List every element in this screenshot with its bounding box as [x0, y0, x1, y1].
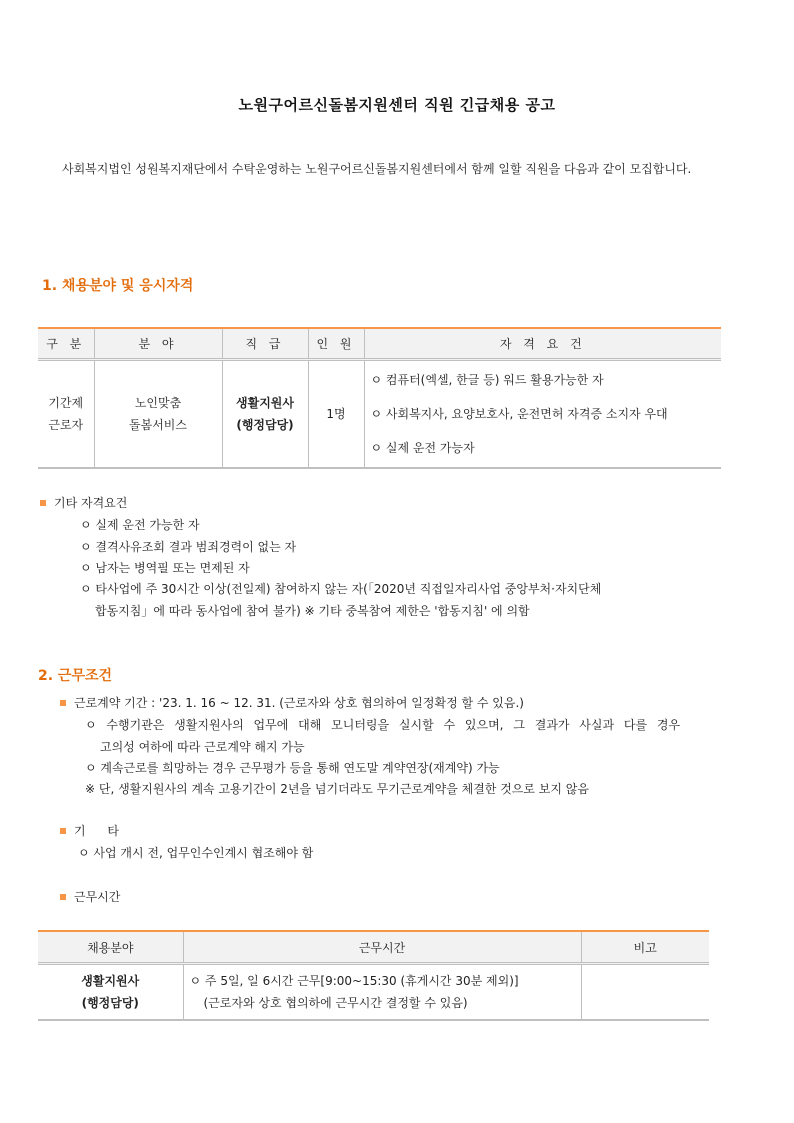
header-note: 비고 — [581, 931, 709, 964]
etc-heading: 기 타 — [60, 822, 119, 839]
list-item: ㅇ 수행기관은 생활지원사의 업무에 대해 모니터링을 실시할 수 있으며, 그 결과가 사실과 다를 경우 — [85, 718, 681, 732]
table-row — [38, 360, 721, 469]
cell-field: 노인맞춤 돌봄서비스 — [94, 360, 222, 469]
contract-period-heading: 근로계약 기간 : '23. 1. 16 ~ 12. 31. (근로자와 상호 협의하여 일정확정 할 수 있음.) — [60, 694, 524, 711]
header-grade: 직 급 — [222, 328, 308, 360]
page-title: 노원구어르신돌봄지원센터 직원 긴급채용 공고 — [238, 96, 556, 114]
list-item: ㅇ 타사업에 주 30시간 이상(전일제) 참여하지 않는 자(「2020년 직접일자리사업 중앙부처·자치단체 — [80, 582, 602, 596]
header-requirements: 자 격 요 건 — [364, 328, 721, 360]
cell-hours: ㅇ 주 5일, 일 6시간 근무[9:00~15:30 (휴게시간 30분 제외)] (근로자와 상호 협의하에 근무시간 결정할 수 있음) — [183, 964, 581, 1021]
requirement-item: ㅇ 사회복지사, 요양보호사, 운전면허 자격증 소지자 우대 — [370, 407, 668, 421]
work-hours-table — [38, 930, 709, 1021]
bullet-square-icon — [60, 828, 66, 834]
cell-field: 생활지원사 (행정담당) — [38, 964, 183, 1021]
header-field: 분 야 — [94, 328, 222, 360]
section1-heading: 1. 채용분야 및 응시자격 — [42, 278, 194, 294]
list-item: 고의성 여하에 따라 근로계약 해지 가능 — [100, 740, 305, 754]
bullet-square-icon — [60, 894, 66, 900]
list-item: 합동지침」에 따라 동사업에 참여 불가) ※ 기타 중복참여 제한은 '합동지침' 에 의함 — [95, 604, 530, 618]
bullet-square-icon — [60, 700, 66, 706]
header-category: 구 분 — [38, 328, 94, 360]
table-header-row — [38, 931, 709, 964]
cell-note — [581, 964, 709, 1021]
bullet-square-icon — [40, 500, 46, 506]
other-requirements-heading: 기타 자격요건 — [40, 494, 127, 511]
work-hours-heading: 근무시간 — [60, 888, 120, 905]
cell-requirements — [364, 360, 721, 469]
list-item: ㅇ 사업 개시 전, 업무인수인계시 협조해야 함 — [78, 846, 314, 860]
intro-paragraph: 사회복지법인 성원복지재단에서 수탁운영하는 노원구어르신돌봄지원센터에서 함께 일할 직원을 다음과 같이 모집합니다. — [62, 162, 692, 176]
section2-heading: 2. 근무조건 — [38, 668, 113, 684]
list-item: ※ 단, 생활지원사의 계속 고용기간이 2년을 넘기더라도 무기근로계약을 체결한 것으로 보지 않음 — [85, 782, 589, 796]
cell-grade: 생활지원사 (행정담당) — [222, 360, 308, 469]
requirement-item: ㅇ 실제 운전 가능자 — [370, 441, 475, 455]
header-count: 인 원 — [308, 328, 364, 360]
cell-category: 기간제 근로자 — [38, 360, 94, 469]
header-field: 채용분야 — [38, 931, 183, 964]
list-item: ㅇ 결격사유조회 결과 범죄경력이 없는 자 — [80, 540, 297, 554]
list-item: ㅇ 남자는 병역필 또는 면제된 자 — [80, 561, 250, 575]
table-header-row — [38, 328, 721, 360]
list-item: ㅇ 실제 운전 가능한 자 — [80, 518, 200, 532]
table-row — [38, 964, 709, 1021]
header-hours: 근무시간 — [183, 931, 581, 964]
recruitment-table — [38, 327, 721, 469]
cell-count: 1명 — [308, 360, 364, 469]
list-item: ㅇ 계속근로를 희망하는 경우 근무평가 등을 통해 연도말 계약연장(재계약) 가능 — [85, 761, 500, 775]
requirement-item: ㅇ 컴퓨터(엑셀, 한글 등) 워드 활용가능한 자 — [370, 373, 604, 387]
